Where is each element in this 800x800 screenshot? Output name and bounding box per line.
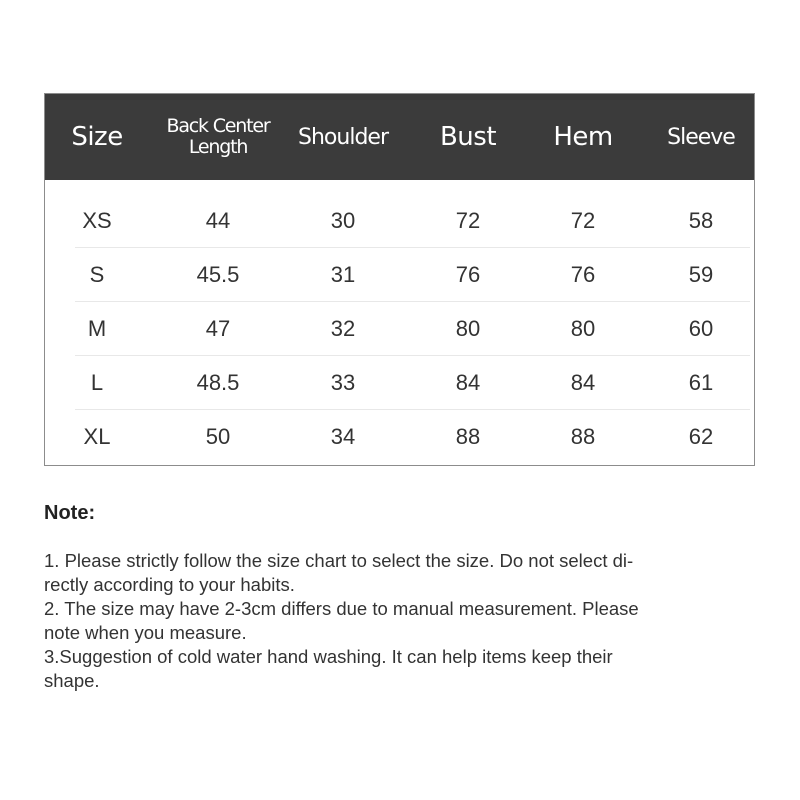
cell-bust: 84 — [455, 370, 481, 395]
cell-hem: 84 — [570, 370, 596, 395]
header-hem: Hem — [553, 122, 613, 152]
cell-shoulder: 31 — [330, 262, 356, 287]
note-line: note when you measure. — [44, 622, 247, 643]
header-size: Size — [71, 122, 123, 152]
cell-sleeve: 58 — [688, 208, 714, 233]
cell-shoulder: 33 — [330, 370, 356, 395]
cell-bust: 76 — [455, 262, 481, 287]
cell-back-center-length: 45.5 — [196, 262, 240, 287]
table-row — [45, 356, 754, 410]
cell-size: M — [87, 316, 107, 341]
cell-size: XL — [83, 424, 111, 449]
cell-back-center-length: 48.5 — [196, 370, 240, 395]
cell-back-center-length: 50 — [205, 424, 231, 449]
cell-shoulder: 32 — [330, 316, 356, 341]
cell-sleeve: 59 — [688, 262, 714, 287]
cell-sleeve: 60 — [688, 316, 714, 341]
note-line: 3.Suggestion of cold water hand washing. It can help items keep their — [44, 646, 613, 667]
header-back-center-length — [158, 94, 278, 180]
table-row — [45, 248, 754, 302]
cell-bust: 88 — [455, 424, 481, 449]
cell-size: XS — [82, 208, 112, 233]
table-row — [45, 410, 754, 464]
note-line: 1. Please strictly follow the size chart to select the size. Do not select di- — [44, 550, 634, 571]
table-header-row — [45, 94, 754, 180]
cell-hem: 72 — [570, 208, 596, 233]
cell-sleeve: 62 — [688, 424, 714, 449]
cell-shoulder: 34 — [330, 424, 356, 449]
table-row — [45, 302, 754, 356]
cell-hem: 80 — [570, 316, 596, 341]
cell-shoulder: 30 — [330, 208, 356, 233]
header-bust: Bust — [439, 122, 497, 152]
note-title: Note: — [44, 502, 96, 524]
table-row — [45, 194, 754, 248]
cell-size: S — [89, 262, 105, 287]
cell-hem: 76 — [570, 262, 596, 287]
header-back-center-line1: Back Center — [166, 115, 270, 137]
cell-sleeve: 61 — [688, 370, 714, 395]
header-back-center-line2: Length — [188, 136, 248, 158]
cell-bust: 80 — [455, 316, 481, 341]
cell-back-center-length: 44 — [205, 208, 231, 233]
cell-size: L — [90, 370, 104, 395]
note-line: shape. — [44, 670, 100, 691]
note-line: rectly according to your habits. — [44, 574, 295, 595]
size-chart-table — [44, 93, 755, 466]
note-line: 2. The size may have 2-3cm differs due to manual measurement. Please — [44, 598, 639, 619]
cell-hem: 88 — [570, 424, 596, 449]
cell-back-center-length: 47 — [205, 316, 231, 341]
header-sleeve: Sleeve — [667, 124, 735, 150]
header-shoulder: Shoulder — [298, 124, 388, 150]
cell-bust: 72 — [455, 208, 481, 233]
